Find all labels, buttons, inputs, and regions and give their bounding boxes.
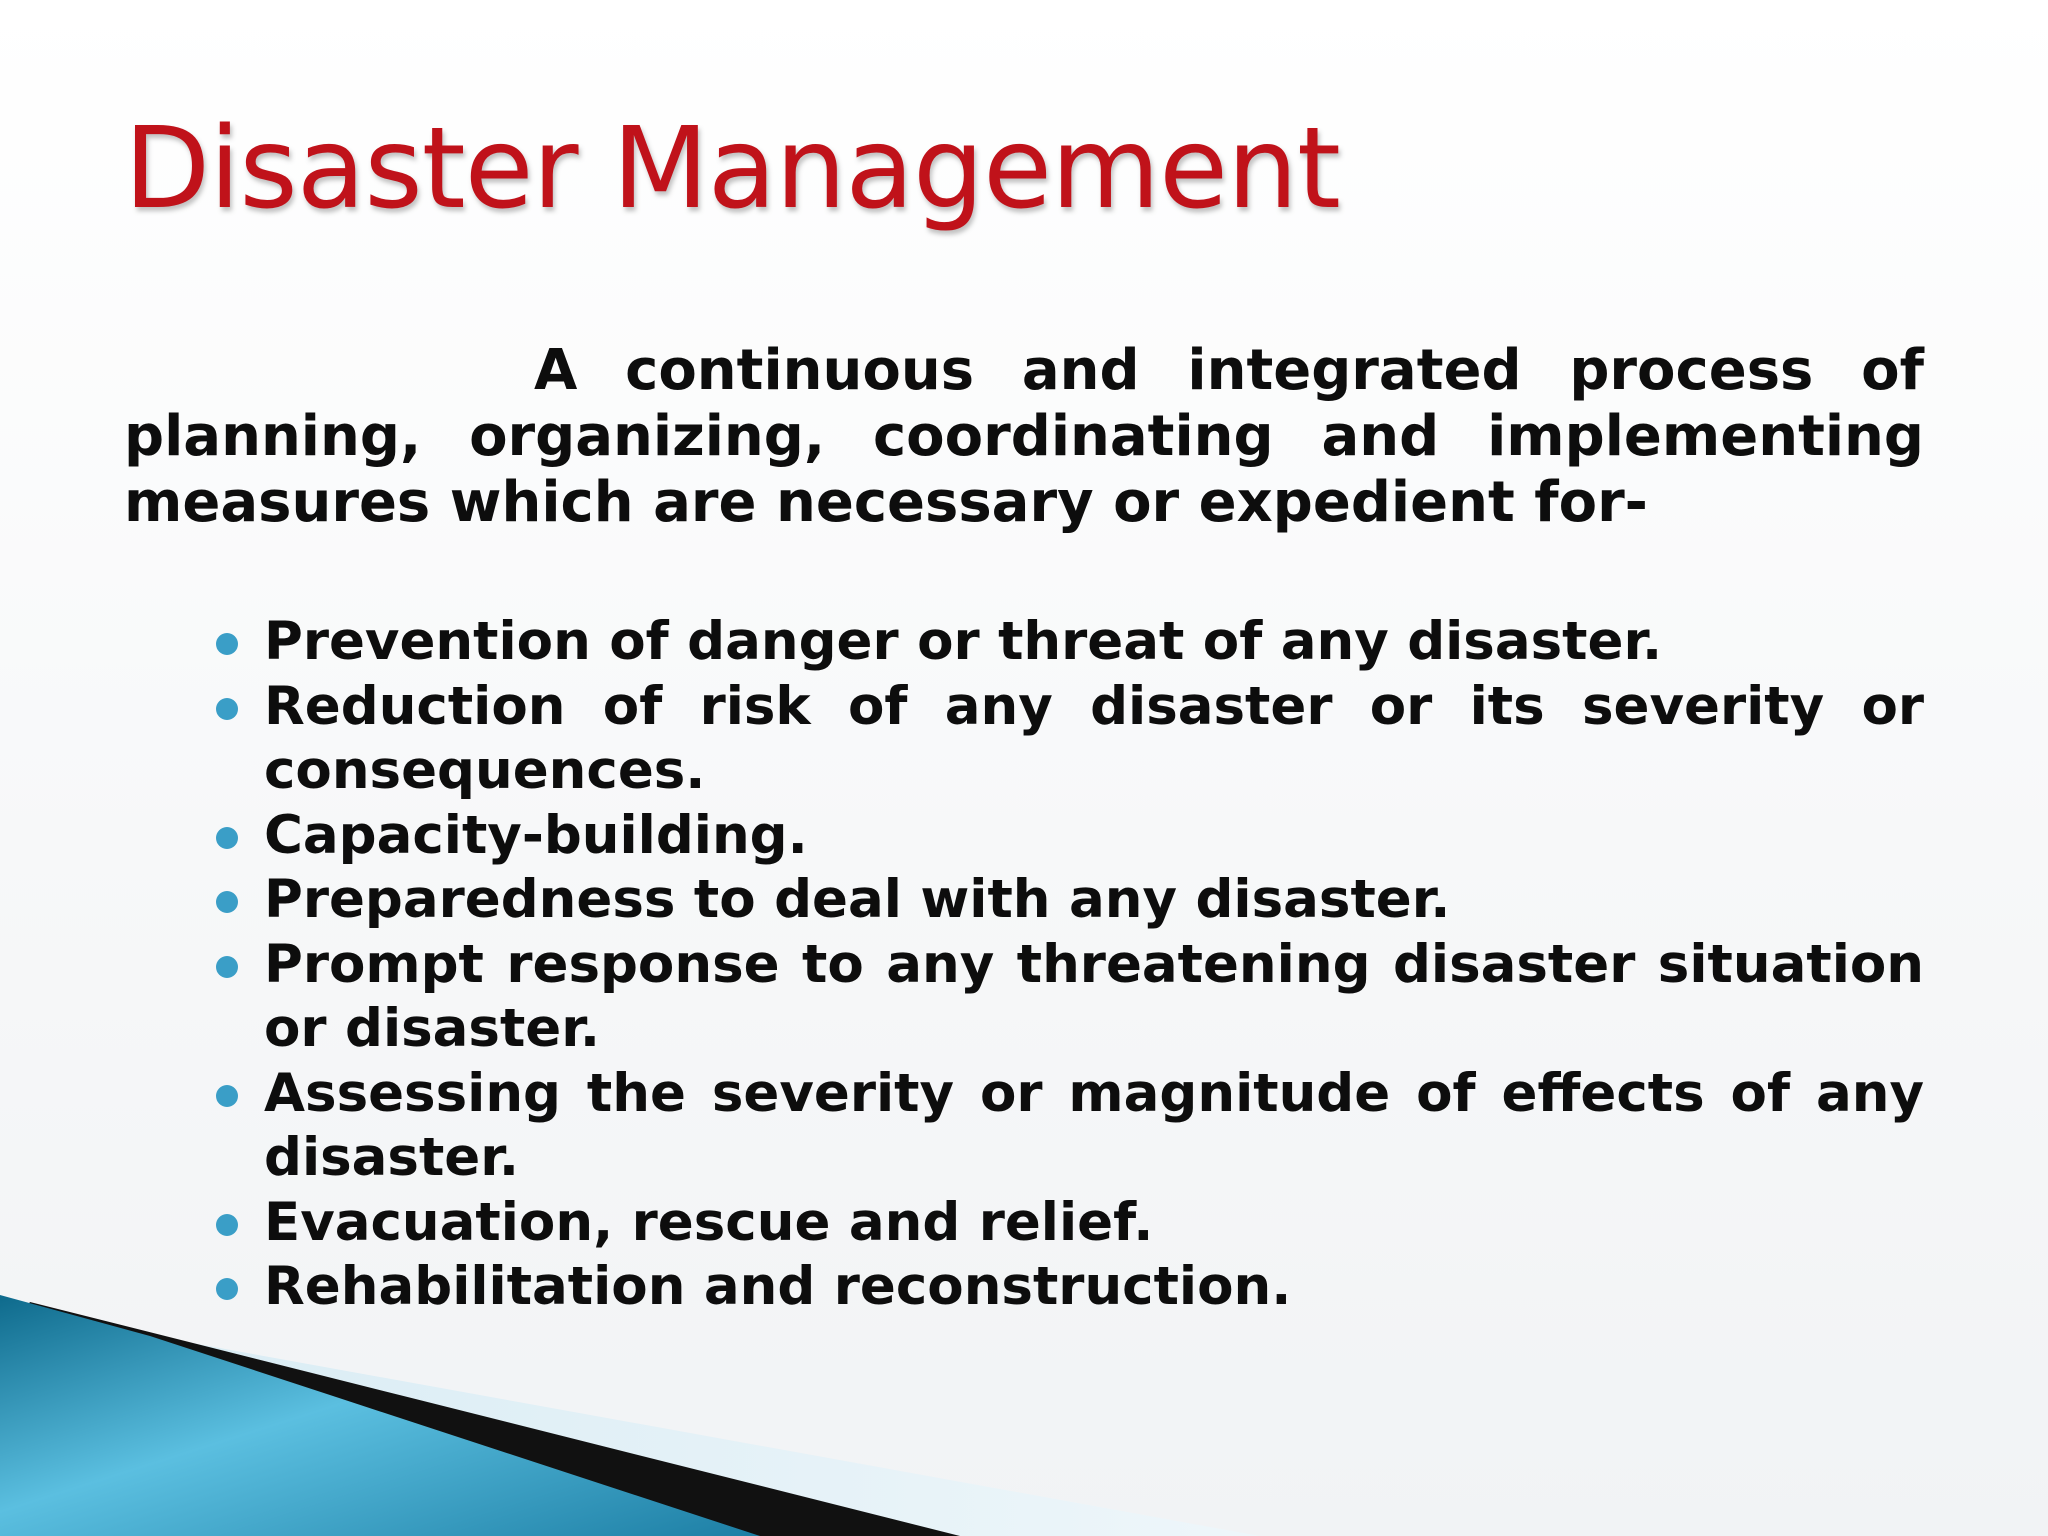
wave-blue-band: [0, 1295, 760, 1536]
bullet-dot-icon: [216, 633, 238, 655]
bullet-dot-icon: [216, 891, 238, 913]
bullet-item: [264, 804, 1924, 869]
bullet-text: Evacuation, rescue and relief.: [264, 1191, 1154, 1253]
bullet-dot-icon: [216, 1085, 238, 1107]
bullet-text: Capacity-building.: [264, 804, 808, 866]
bullet-text: Prompt response to any threatening disaster situation or disaster.: [264, 933, 1924, 1059]
intro-paragraph: A continuous and integrated process of planning, organizing, coordinating and implementing measures which are necessary or expedient for-: [124, 338, 1924, 535]
bullet-item: [264, 610, 1924, 675]
bullet-text: Rehabilitation and reconstruction.: [264, 1256, 1292, 1317]
bullet-dot-icon: [216, 698, 238, 720]
bullet-dot-icon: [216, 827, 238, 849]
bullet-text: Prevention of danger or threat of any disaster.: [264, 611, 1663, 672]
bullet-text: Assessing the severity or magnitude of effects of any disaster.: [264, 1062, 1924, 1188]
bullet-list: [264, 610, 1924, 1320]
bullet-text: Preparedness to deal with any disaster.: [264, 869, 1451, 930]
bullet-text: Reduction of risk of any disaster or its severity or consequences.: [264, 675, 1924, 801]
bullet-dot-icon: [216, 956, 238, 978]
bullet-item: [264, 868, 1924, 933]
slide-title: Disaster Management: [124, 104, 1340, 234]
bullet-item: [264, 933, 1924, 1062]
wave-decoration: [0, 1250, 2048, 1536]
bullet-dot-icon: [216, 1214, 238, 1236]
bullet-item: [264, 1191, 1924, 1256]
bullet-item: [264, 1062, 1924, 1191]
bullet-item: [264, 675, 1924, 804]
